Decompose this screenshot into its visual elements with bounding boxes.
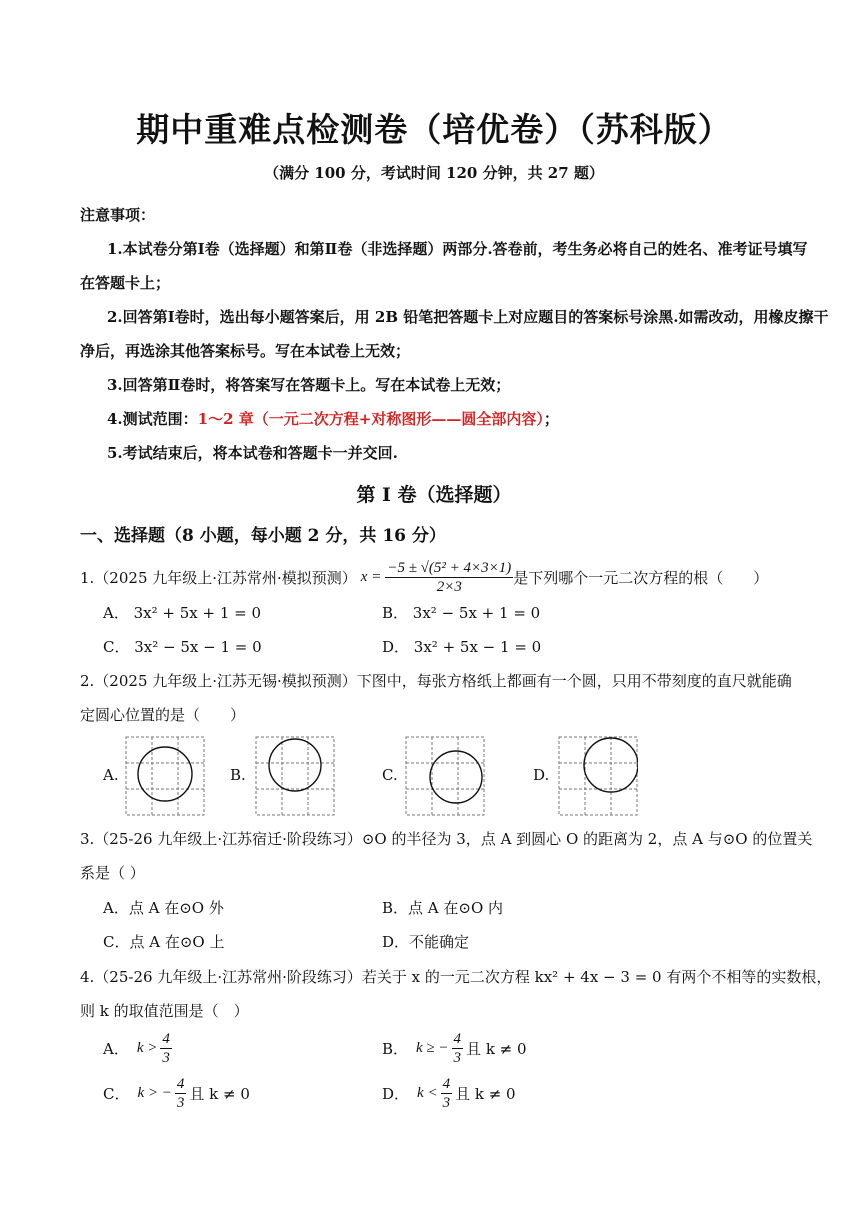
note-item-5: 5.考试结束后，将本试卷和答题卡一并交回. bbox=[107, 444, 398, 462]
q4-option-d-tail: 且 k ≠ 0 bbox=[455, 1085, 516, 1103]
q1-suffix: 是下列哪个一元二次方程的根（ ） bbox=[513, 569, 769, 587]
note-item-4-suffix: ； bbox=[543, 410, 559, 428]
q2-circle-c bbox=[430, 751, 482, 803]
q3-option-c: C．点 A 在⊙O 上 bbox=[103, 933, 225, 951]
q1-lhs: x = bbox=[360, 569, 382, 585]
q4-option-d-label: D． bbox=[382, 1085, 410, 1103]
note-item-3: 3.回答第Ⅱ卷时，将答案写在答题卡上。写在本试卷上无效； bbox=[107, 376, 511, 394]
part-heading: 一、选择题（8 小题，每小题 2 分，共 16 分） bbox=[80, 526, 446, 546]
q1-numerator: −5 ± √(5² + 4×3×1) bbox=[387, 560, 512, 576]
question-1-stem bbox=[80, 559, 768, 596]
q3-option-d: D．不能确定 bbox=[382, 933, 470, 951]
q4-option-d bbox=[382, 1075, 516, 1112]
question-3-line-2: 系是（ ） bbox=[80, 864, 145, 882]
test-range: 1～2 章（一元二次方程+对称图形——圆全部内容） bbox=[197, 410, 544, 428]
q2-option-c: C. bbox=[382, 766, 398, 784]
q4-option-b-tail: 且 k ≠ 0 bbox=[466, 1040, 527, 1058]
q4-b-numerator: 4 bbox=[453, 1031, 462, 1047]
q4-option-b bbox=[382, 1030, 527, 1067]
q4-option-d-expr: k < bbox=[417, 1085, 438, 1101]
question-4-line-1: 4.（25-26 九年级上·江苏常州·阶段练习）若关于 x 的一元二次方程 kx² + 4x − 3 = 0 有两个不相等的实数根， bbox=[80, 968, 832, 986]
q2-circle-b bbox=[269, 739, 321, 791]
q3-option-b: B．点 A 在⊙O 内 bbox=[382, 899, 504, 917]
q4-option-c bbox=[103, 1075, 250, 1112]
question-3-line-1: 3.（25-26 九年级上·江苏宿迁·阶段练习）⊙O 的半径为 3，点 A 到圆心 O 的距离为 2，点 A 与⊙O 的位置关 bbox=[80, 830, 813, 848]
q2-option-b: B. bbox=[230, 766, 246, 784]
q2-option-d: D. bbox=[533, 766, 550, 784]
q2-grid-b bbox=[255, 736, 335, 816]
question-4-line-2: 则 k 的取值范围是（ ） bbox=[80, 1002, 249, 1020]
q3-option-a: A．点 A 在⊙O 外 bbox=[103, 899, 224, 917]
note-item-4-prefix: 4.测试范围： bbox=[107, 410, 198, 428]
q2-grid-c bbox=[405, 736, 485, 816]
note-item-1-line-2: 在答题卡上； bbox=[80, 274, 171, 292]
q4-a-numerator: 4 bbox=[162, 1031, 170, 1047]
q2-grid-d bbox=[558, 736, 638, 816]
note-item-2-line-2: 净后，再选涂其他答案标号。写在本试卷上无效； bbox=[80, 342, 411, 360]
q2-grid-a bbox=[125, 736, 205, 816]
q4-option-c-expr: k > − bbox=[137, 1085, 172, 1101]
q4-option-b-expr: k ≥ − bbox=[416, 1040, 449, 1056]
notes-heading: 注意事项： bbox=[80, 206, 156, 224]
q4-option-c-label: C． bbox=[103, 1085, 130, 1103]
q4-d-denominator: 3 bbox=[442, 1095, 451, 1111]
q4-a-denominator: 3 bbox=[162, 1050, 170, 1066]
question-2-line-1: 2.（2025 九年级上·江苏无锡·模拟预测）下图中，每张方格纸上都画有一个圆，只用不带刻度的直尺就能确 bbox=[80, 672, 792, 690]
q4-d-numerator: 4 bbox=[442, 1076, 451, 1092]
q4-b-denominator: 3 bbox=[453, 1050, 462, 1066]
q4-option-b-label: B． bbox=[382, 1040, 409, 1058]
q1-option-b: B． 3x² − 5x + 1 = 0 bbox=[382, 604, 541, 622]
page-subtitle: （满分 100 分，考试时间 120 分钟，共 27 题） bbox=[264, 164, 604, 182]
q4-option-a-expr: k > bbox=[136, 1040, 158, 1056]
section-title: 第 I 卷（选择题） bbox=[356, 484, 512, 506]
q4-option-a bbox=[103, 1030, 172, 1067]
q4-option-c-tail: 且 k ≠ 0 bbox=[189, 1085, 250, 1103]
q2-circle-a bbox=[138, 747, 192, 801]
q1-formula bbox=[385, 559, 513, 596]
q4-c-denominator: 3 bbox=[176, 1095, 185, 1111]
note-item-4 bbox=[107, 408, 559, 429]
q1-option-a: A． 3x² + 5x + 1 = 0 bbox=[103, 604, 262, 622]
q1-option-d: D． 3x² + 5x − 1 = 0 bbox=[382, 638, 542, 656]
note-item-2-line-1: 2.回答第Ⅰ卷时，选出每小题答案后，用 2B 铅笔把答题卡上对应题目的答案标号涂黑.如需改动，用橡皮擦干 bbox=[107, 308, 829, 326]
q1-denominator: 2×3 bbox=[436, 579, 462, 595]
page-title: 期中重难点检测卷（培优卷）（苏科版） bbox=[136, 110, 732, 149]
note-item-1-line-1: 1.本试卷分第Ⅰ卷（选择题）和第Ⅱ卷（非选择题）两部分.答卷前，考生务必将自己的姓名、准考证号填写 bbox=[107, 240, 808, 258]
q1-prefix: 1.（2025 九年级上·江苏常州·模拟预测） bbox=[80, 569, 357, 587]
q1-option-c: C． 3x² − 5x − 1 = 0 bbox=[103, 638, 262, 656]
q4-c-numerator: 4 bbox=[176, 1076, 185, 1092]
q2-option-a: A. bbox=[103, 766, 119, 784]
question-2-line-2: 定圆心位置的是（ ） bbox=[80, 706, 246, 724]
q4-option-a-label: A． bbox=[103, 1040, 129, 1058]
